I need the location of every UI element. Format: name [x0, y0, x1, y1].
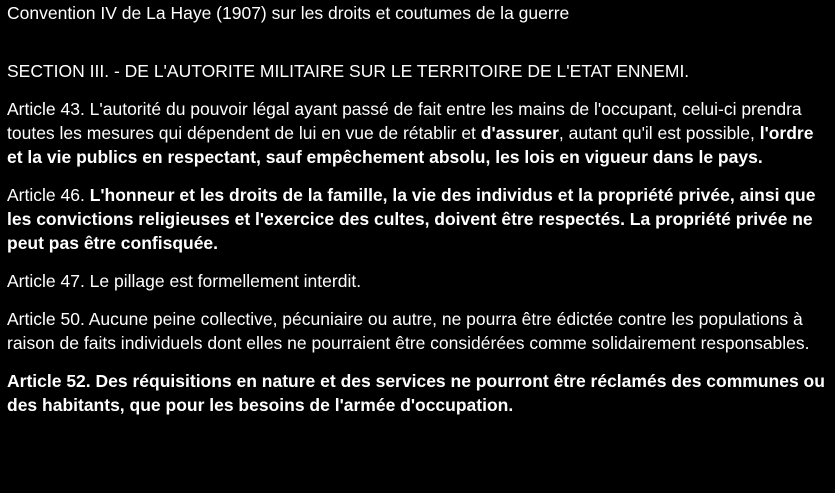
article-52: Article 52. Des réquisitions en nature et des services ne pourront être réclamés des communes ou des habitants, que pour les besoins de l'armée d'occupation. — [7, 371, 825, 415]
article-50: Article 50. Aucune peine collective, pécuniaire ou autre, ne pourra être édictée contre les populations à raison de faits individuels dont elles ne pourraient être considérées comme solidairement responsables. — [7, 309, 810, 353]
article-43-bold-1: d'assurer — [480, 123, 559, 143]
article-46 — [7, 183, 829, 255]
document-body — [7, 1, 829, 417]
article-43 — [7, 97, 829, 169]
section-heading: SECTION III. - DE L'AUTORITE MILITAIRE SUR LE TERRITOIRE DE L'ETAT ENNEMI. — [7, 61, 690, 81]
document-title: Convention IV de La Haye (1907) sur les droits et coutumes de la guerre — [7, 3, 570, 23]
article-47: Article 47. Le pillage est formellement interdit. — [7, 271, 362, 291]
article-43-text-2: , autant qu'il est possible, — [558, 123, 760, 143]
article-43-text-1: Article 43. L'autorité du pouvoir légal ayant passé de fait entre les mains de l'occupant, celui-ci prendra toutes les mesures qui dépendent de lui en vue de rétablir et — [7, 99, 802, 143]
article-43-bold-2: l'ordre et la vie publics en respectant, sauf empêchement absolu, les lois en vigueur dans le pays. — [7, 123, 814, 167]
article-46-bold-1: L'honneur et les droits de la famille, la vie des individus et la propriété privée, ainsi que les convictions religieuses et l'exercice des cultes, doivent être respectés. La propriété privée ne peut pas être confisquée. — [7, 185, 816, 253]
article-46-text-1: Article 46. — [7, 185, 90, 205]
